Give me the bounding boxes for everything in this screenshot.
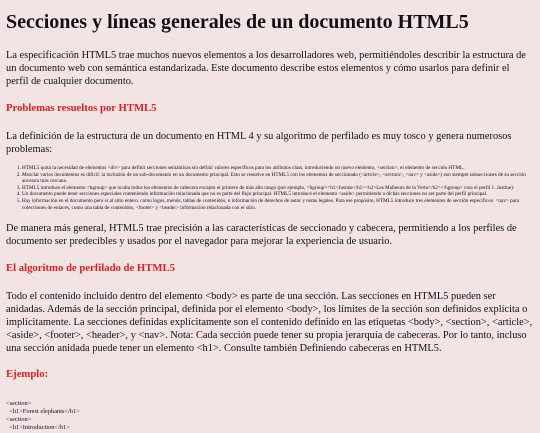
- problems-intro-paragraph: La definición de la estructura de un documento en HTML 4 y su algoritmo de perfilado es muy tosco y genera numerosos problemas:: [6, 131, 512, 155]
- page-title: Secciones y líneas generales de un documento HTML5: [6, 11, 469, 33]
- intro-paragraph: La especificación HTML5 trae muchos nuevos elementos a los desarrolladores web, permitiéndoles describir la estructura de un documento web con semántica estandarizada. Este documento describe estos elementos y cómo usarlos para definir el perfil de cualquier documento.: [6, 50, 526, 87]
- example-code-block: <section> <h1>Forest elephants</h1> <section> <h1>Introduction</h1>: [6, 400, 80, 432]
- problems-list: [6, 165, 534, 211]
- list-item: 3. HTML5 introduce el elemento <hgroup> que oculta todos los elementos de cabecera excepto el primero de más alto rango (por ejemplo, <hgroup><h1>Justine</h1><h2>Les Malheurs de la Vertu</h2></hgroup> crea el perfil 1. Justine).: [22, 185, 534, 192]
- list-item: 4. Un documento puede tener secciones especiales conteniendo información relacionada que no es parte del flujo principal. HTML5 introduce el elemento <aside> permitiendo a dichas secciones no ser parte del perfil principal.: [22, 191, 534, 198]
- list-item: 2. Mezclar varios documentos es difícil: la inclusión de un sub-documento en un documento principal. Esto se resuelve en HTML5 con los elementos de seccionado (<article>, <section>, <nav> y <aside>) son siempre subsecciones de su sección ancestra más cercana.: [22, 172, 534, 185]
- example-heading: Ejemplo:: [6, 368, 49, 381]
- summary-paragraph: De manera más general, HTML5 trae precisión a las características de seccionado y cabecera, permitiendo a los perfiles de documento ser predecibles y usados por el navegador para mejorar la experiencia de usuario.: [6, 223, 517, 248]
- algorithm-heading: El algoritmo de perfilado de HTML5: [6, 262, 175, 275]
- problems-heading: Problemas resueltos por HTML5: [6, 102, 157, 114]
- list-item: 1. HTML5 quita la necesidad de elementos <div> para definir secciones semánticas sin definir valores específicos para los atributos class, introduciendo un nuevo elemento, <section>, el elemento de sección HTML.: [22, 165, 534, 172]
- list-item: 5. Hay información en el documento pero si al sitio entero, como logos, menús, tablas de contenidos, o información de derechos de autor y notas legales. Para ese propósito, HTML5 introduce tres elementos de sección específicos: <nav> para colecciones de enlaces, como una tabla de contenidos, <footer> y <header> información relacionada con el sitio.: [22, 198, 534, 211]
- algorithm-paragraph: Todo el contenido incluido dentro del elemento <body> es parte de una sección. Las secciones en HTML5 pueden ser anidadas. Además de la sección principal, definida por el elemento <body>, los límites de la sección son definidos explícita o implícitamente. La secciones definidas explícitamente son el contenido definido en las etiquetas <body>, <section>, <article>, <aside>, <footer>, <header>, y <nav>. Nota: Cada sección puede tener su propia jerarquía de cabeceras. Por lo tanto, incluso una sección anidada puede tener un elemento <h1>. Consulte también Definiendo cabeceras en HTML5.: [6, 291, 533, 355]
